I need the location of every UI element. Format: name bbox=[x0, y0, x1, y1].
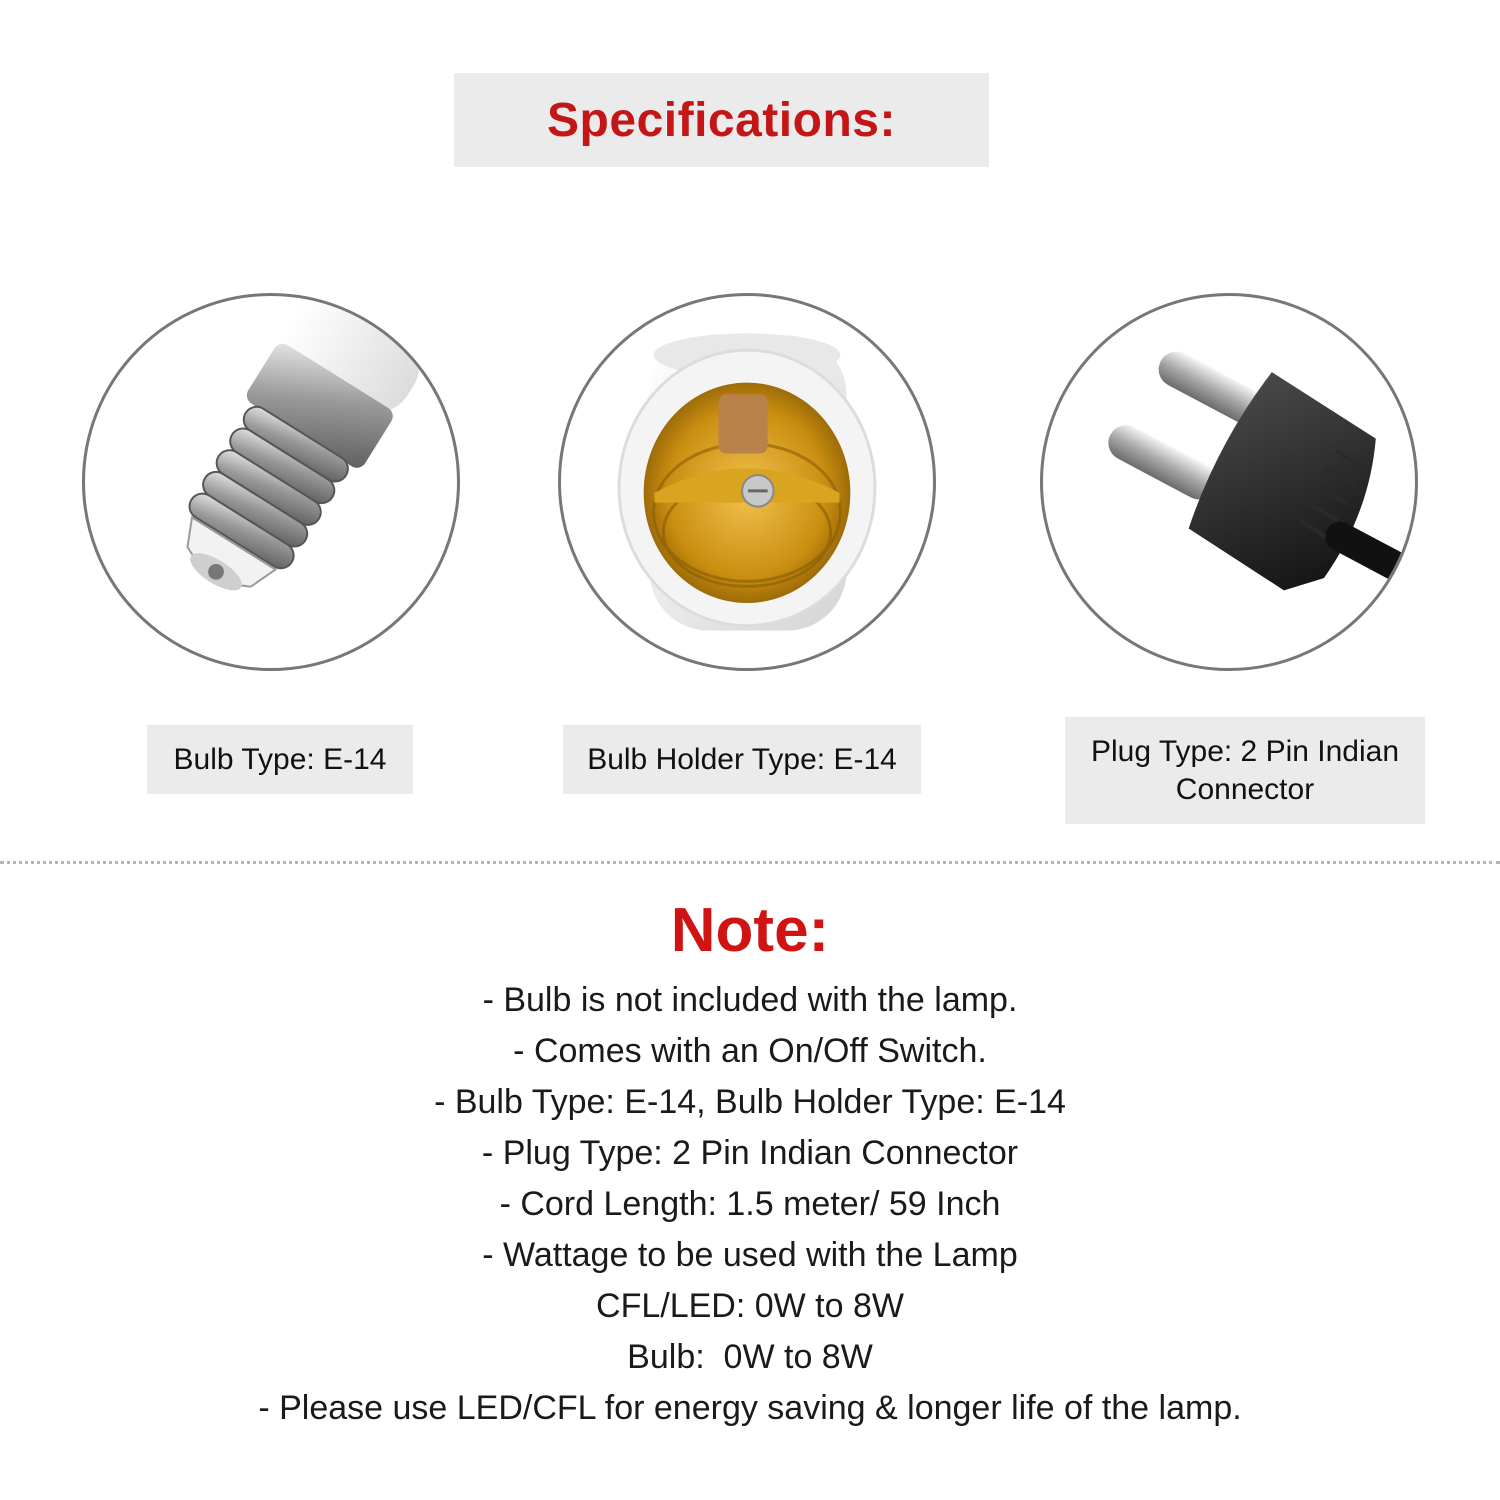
note-line: Bulb: 0W to 8W bbox=[627, 1338, 873, 1376]
note-line: - Bulb is not included with the lamp. bbox=[482, 981, 1018, 1019]
spec-label-plug-type bbox=[1065, 717, 1425, 824]
note-line: CFL/LED: 0W to 8W bbox=[596, 1287, 904, 1325]
bulb-holder-icon bbox=[561, 296, 933, 668]
spec-label-text: Bulb Holder Type: E-14 bbox=[587, 742, 897, 776]
bulb-base-icon bbox=[85, 296, 457, 668]
note-line: - Cord Length: 1.5 meter/ 59 Inch bbox=[499, 1185, 1001, 1223]
plug-image bbox=[1040, 293, 1418, 671]
spec-label-text: Bulb Type: E-14 bbox=[173, 742, 387, 776]
bulb-base-image bbox=[82, 293, 460, 671]
specifications-header bbox=[454, 73, 989, 167]
note-line: - Bulb Type: E-14, Bulb Holder Type: E-14 bbox=[434, 1083, 1066, 1121]
note-line: - Plug Type: 2 Pin Indian Connector bbox=[481, 1134, 1019, 1172]
note-list bbox=[0, 975, 1500, 1434]
spec-label-bulb-type bbox=[147, 725, 413, 794]
specifications-title: Specifications: bbox=[547, 93, 896, 147]
note-title: Note: bbox=[670, 896, 830, 965]
spec-label-holder-type bbox=[563, 725, 921, 794]
section-divider bbox=[0, 861, 1500, 864]
note-line: - Comes with an On/Off Switch. bbox=[513, 1032, 987, 1070]
note-line: - Wattage to be used with the Lamp bbox=[482, 1236, 1018, 1274]
spec-label-text: Plug Type: 2 Pin Indian Connector bbox=[1091, 734, 1399, 806]
two-pin-plug-icon bbox=[1043, 296, 1415, 668]
note-line: - Please use LED/CFL for energy saving & longer life of the lamp. bbox=[258, 1389, 1242, 1427]
bulb-holder-image bbox=[558, 293, 936, 671]
